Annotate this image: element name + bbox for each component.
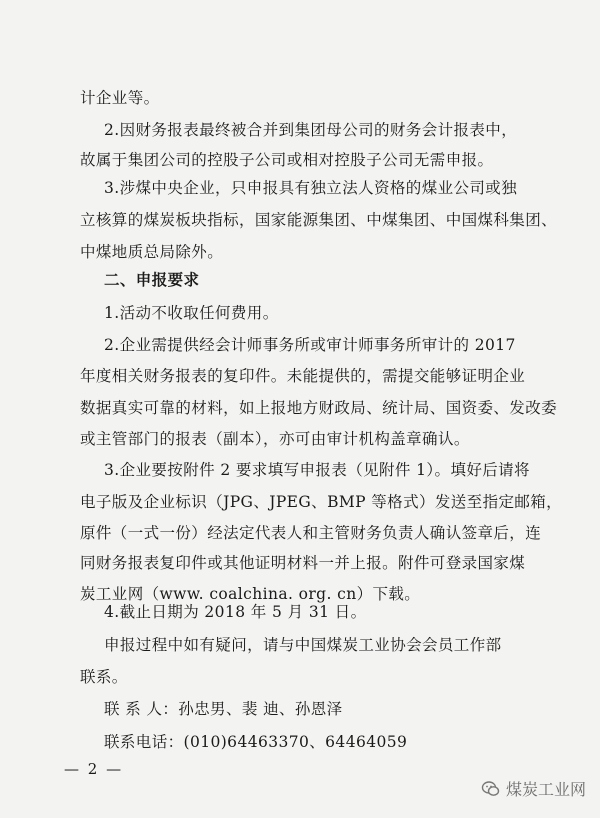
paragraph-line: 1.活动不收取任何费用。: [104, 304, 279, 322]
paragraph-line: 中煤地质总局除外。: [80, 243, 224, 261]
paragraph-line: 立核算的煤炭板块指标，国家能源集团、中煤集团、中国煤科集团、: [80, 211, 558, 229]
page-number: — 2 —: [64, 760, 124, 778]
paragraph-line: 3.涉煤中央企业，只申报具有独立法人资格的煤业公司或独: [104, 179, 518, 197]
paragraph-line: 2.企业需提供经会计师事务所或审计师事务所审计的 2017: [104, 336, 516, 354]
paragraph-line: 故属于集团公司的控股子公司或相对控股子公司无需申报。: [80, 151, 494, 169]
contact-phone: 联系电话：(010)64463370、64464059: [104, 733, 408, 751]
paragraph-line: 计企业等。: [80, 89, 160, 107]
paragraph-line: 2.因财务报表最终被合并到集团母公司的财务会计报表中，: [104, 121, 518, 139]
paragraph-line: 炭工业网（www. coalchina. org. cn）下载。: [80, 585, 421, 603]
watermark: [481, 777, 586, 800]
wechat-icon: [481, 779, 501, 799]
paragraph-line: 电子版及企业标识（JPG、JPEG、BMP 等格式）发送至指定邮箱，: [80, 493, 563, 511]
paragraph-line: 申报过程中如有疑问，请与中国煤炭工业协会会员工作部: [104, 636, 502, 654]
watermark-text: 煤炭工业网: [505, 780, 586, 799]
section-heading: 二、申报要求: [104, 271, 200, 289]
paragraph-line: 原件（一式一份）经法定代表人和主管财务负责人确认签章后，连: [80, 524, 542, 542]
contact-person: 联 系 人：孙忠男、裴 迪、孙恩泽: [104, 700, 343, 718]
paragraph-line: 联系。: [80, 668, 128, 686]
paragraph-line: 同财务报表复印件或其他证明材料一并上报。附件可登录国家煤: [80, 554, 526, 572]
paragraph-line: 或主管部门的报表（副本），亦可由审计机构盖章确认。: [80, 430, 470, 448]
paragraph-line: 年度相关财务报表的复印件。未能提供的，需提交能够证明企业: [80, 367, 526, 385]
paragraph-line: 3.企业要按附件 2 要求填写申报表（见附件 1）。填好后请将: [104, 461, 530, 479]
paragraph-line: 数据真实可靠的材料，如上报地方财政局、统计局、国资委、发改委: [80, 399, 558, 417]
paragraph-line: 4.截止日期为 2018 年 5 月 31 日。: [104, 603, 367, 621]
